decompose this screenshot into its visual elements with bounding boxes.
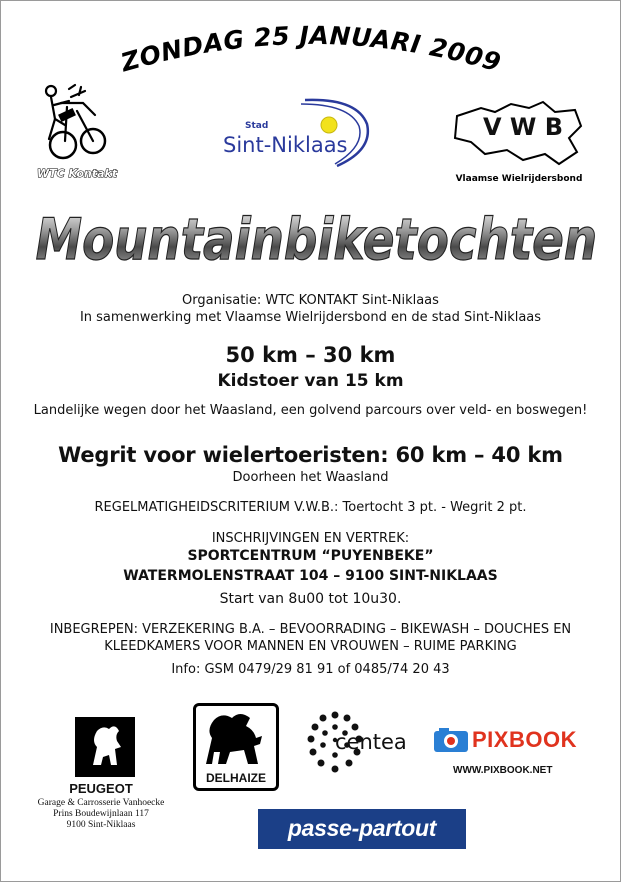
- adres-line: WATERMOLENSTRAAT 104 – 9100 SINT-NIKLAAS: [123, 568, 498, 584]
- distances-heading: 50 km – 30 km: [225, 343, 396, 367]
- pixbook-label: PIXBOOK: [472, 727, 577, 752]
- stad-small-label: Stad: [245, 121, 269, 131]
- peugeot-logo-box: [75, 717, 135, 777]
- delhaize-label: DELHAIZE: [206, 771, 266, 785]
- delhaize-logo-box: [193, 703, 279, 791]
- passe-partout-banner: [258, 809, 466, 849]
- regelmatigheid-line: REGELMATIGHEIDSCRITERIUM V.W.B.: Toertocht 3 pt. - Wegrit 2 pt.: [94, 500, 527, 515]
- doorheen-line: Doorheen het Waasland: [232, 470, 389, 485]
- inbegrepen-line-1: INBEGREPEN: VERZEKERING B.A. – BEVOORRADING – BIKEWASH – DOUCHES EN: [49, 622, 572, 637]
- main-title-graphic: [35, 197, 598, 277]
- wtc-logo-text: WTC Kontakt: [37, 167, 118, 180]
- delhaize-lion-icon: [196, 708, 276, 770]
- date-heading: ZONDAG 25 JANUARI 2009: [117, 20, 505, 78]
- camera-icon: [433, 727, 469, 753]
- vwb-name: Vlaamse Wielrijdersbond: [455, 174, 583, 184]
- inbegrepen-line-2: KLEEDKAMERS VOOR MANNEN EN VROUWEN – RUIME PARKING: [104, 639, 517, 654]
- peugeot-label: PEUGEOT: [69, 781, 133, 796]
- date-heading-arc: [91, 19, 531, 89]
- inschrijvingen-label: INSCHRIJVINGEN EN VERTREK:: [211, 531, 410, 546]
- samenwerking-line: In samenwerking met Vlaamse Wielrijdersbond en de stad Sint-Niklaas: [79, 310, 542, 325]
- stad-name-label: Sint-Niklaas: [223, 133, 348, 157]
- vwb-letters: V W B: [482, 113, 564, 141]
- start-line: Start van 8u00 tot 10u30.: [219, 591, 402, 607]
- wegrit-heading: Wegrit voor wielertoeristen: 60 km – 40 km: [58, 443, 563, 467]
- route-description: Landelijke wegen door het Waasland, een golvend parcours over veld- en boswegen!: [33, 403, 588, 418]
- main-title: Mountainbiketochten: [35, 207, 598, 274]
- kidstoer-heading: Kidstoer van 15 km: [217, 371, 404, 391]
- cyclist-icon: [37, 81, 117, 163]
- organisatie-line: Organisatie: WTC KONTAKT Sint-Niklaas: [182, 293, 439, 308]
- garage-line-3: 9100 Sint-Niklaas: [66, 820, 136, 830]
- pixbook-url: WWW.PIXBOOK.NET: [453, 765, 553, 776]
- garage-line-1: Garage & Carrosserie Vanhoecke: [37, 798, 165, 808]
- lion-icon: [75, 717, 135, 777]
- svg-text:ZONDAG 25 JANUARI 2009: [117, 21, 504, 78]
- sportcentrum-line: SPORTCENTRUM “PUYENBEKE”: [187, 548, 434, 564]
- passe-partout-label: passe-partout: [287, 815, 437, 841]
- centea-label: centea: [335, 730, 407, 754]
- garage-line-2: Prins Boudewijnlaan 117: [53, 809, 149, 819]
- info-line: Info: GSM 0479/29 81 91 of 0485/74 20 43: [171, 662, 450, 677]
